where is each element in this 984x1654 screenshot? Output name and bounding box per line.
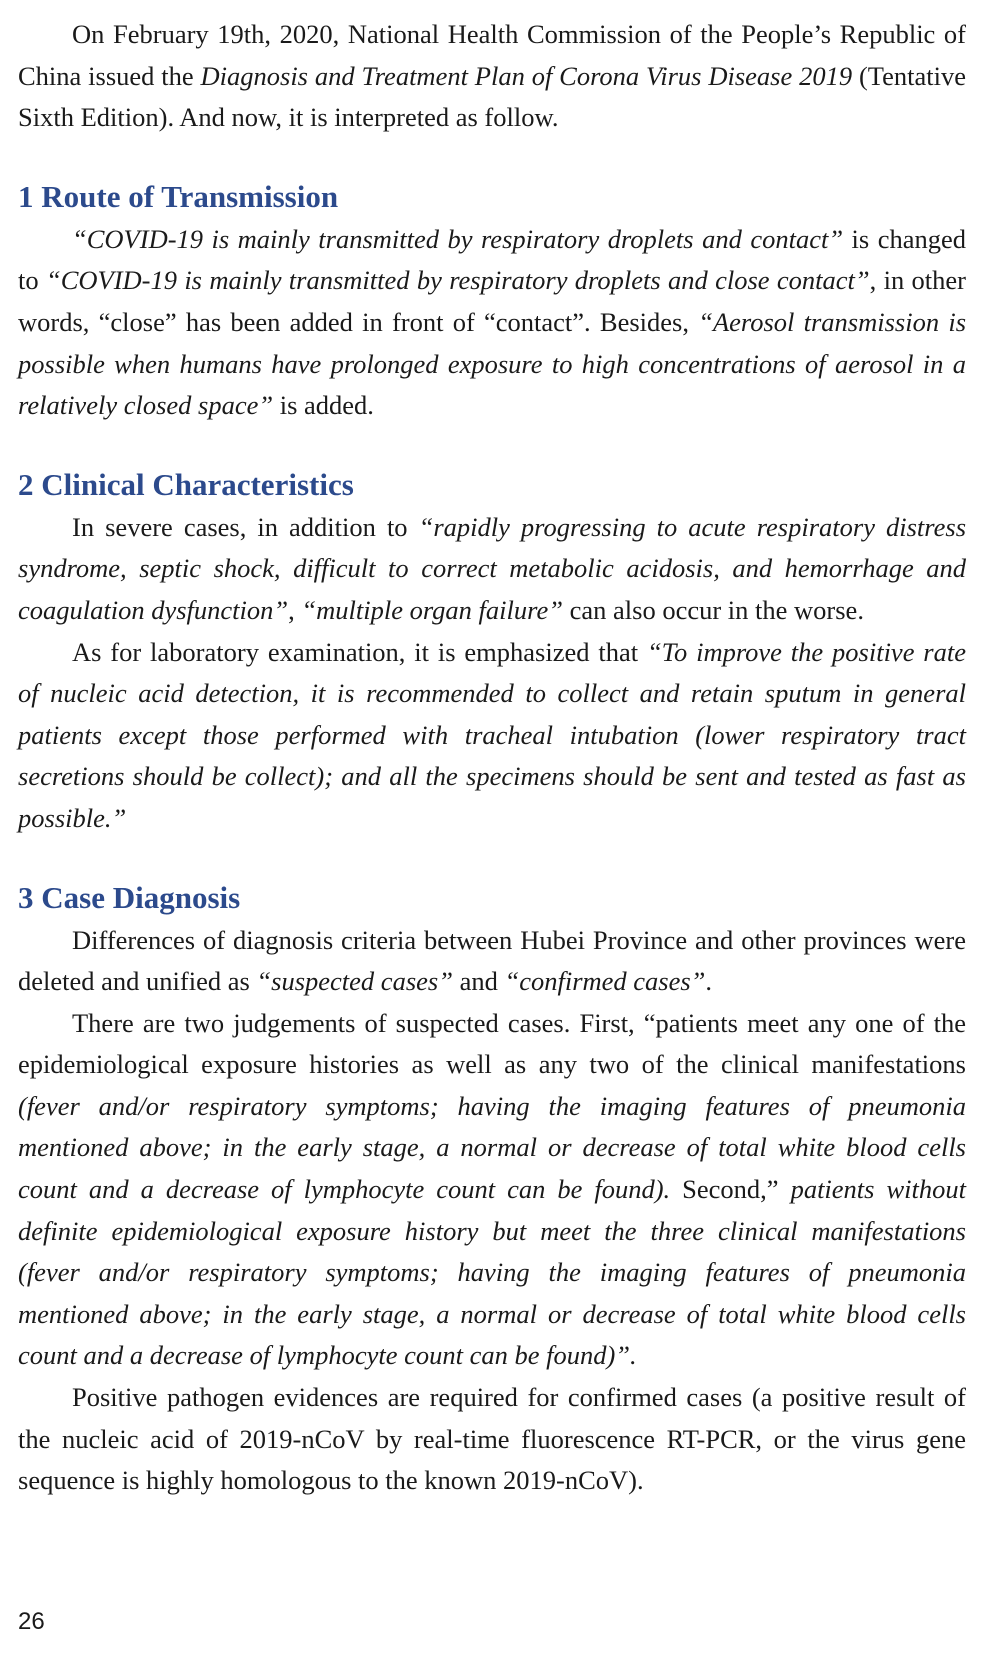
quote-severe-symptoms: “rapidly progressing to acute respiratory distress syndrome, septic shock, difficult to correct metabolic acidosis, and hemorrhage and coagulation dysfunction” [18,511,967,625]
quote-organ-failure: “multiple organ failure” [301,594,563,625]
intro-document-title: Diagnosis and Treatment Plan of Corona Virus Disease 2019 [200,60,853,91]
text: is changed to [18,223,966,296]
text: , in other words, “close” has been added in front of “contact”. Besides, [18,265,966,337]
page-number: 26 [18,1608,45,1635]
suspected-cases-paragraph [18,1003,966,1377]
text: can also occur in the worse. [562,594,864,625]
text: In severe cases, in addition to [72,511,419,542]
text: Second,” [670,1174,791,1205]
section-heading-transmission: 1 Route of Transmission [18,178,339,214]
quote-old-route: “COVID-19 is mainly transmitted by respiratory droplets and contact” [72,223,844,254]
criteria-paragraph [18,920,966,1003]
section-gap [18,139,966,175]
quote-confirmed: “confirmed cases” [504,966,706,997]
document-page [18,14,966,1502]
section-gap [18,427,966,463]
intro-text-2: (Tentative Sixth Edition). And now, it is interpreted as follow. [18,60,966,133]
quote-suspected: “suspected cases” [256,966,453,997]
laboratory-paragraph [18,632,966,840]
text: Positive pathogen evidences are required for confirmed cases (a positive result of the nucleic acid of 2019-nCoV by real-time fluorescence RT-PCR, or the virus gene sequence is highly homologous to the known 2019-nCoV). [18,1382,966,1496]
quote-second-criteria: patients without definite epidemiological exposure history but meet the three clinical manifestations (fever and/or respiratory symptoms; having the imaging features of pneumonia mentioned above; in the early stage, a normal or decrease of total white blood cells count and a decrease of lymphocyte count can be found)”. [18,1174,966,1371]
quote-aerosol: “Aerosol transmission is possible when humans have prolonged exposure to high concentrations of aerosol in a relatively closed space” [18,306,967,421]
quote-nucleic-acid: “To improve the positive rate of nucleic acid detection, it is recommended to collect and retain sputum in general patients except those performed with tracheal intubation (lower respiratory tract secretions should be collect); and all the specimens should be sent and tested as fast as possible.” [18,636,966,833]
section-heading-diagnosis: 3 Case Diagnosis [18,879,241,915]
text: . [705,966,713,997]
severe-cases-paragraph [18,507,966,632]
text: There are two judgements of suspected cases. First, “patients meet any one of the epidemiological exposure histories as well as any two of the clinical manifestations [18,1007,966,1080]
intro-paragraph [18,14,966,139]
confirmed-cases-paragraph [18,1377,966,1502]
text: As for laboratory examination, it is emphasized that [72,636,647,667]
section-heading-clinical: 2 Clinical Characteristics [18,466,354,502]
text: and [452,966,505,997]
quote-new-route: “COVID-19 is mainly transmitted by respiratory droplets and close contact” [45,265,870,296]
intro-text-1: On February 19th, 2020, National Health Commission of the People’s Republic of China issued the [18,19,966,91]
section-gap [18,840,966,876]
text: , [288,594,302,625]
quote-first-criteria: (fever and/or respiratory symptoms; having the imaging features of pneumonia mentioned above; in the early stage, a normal or decrease of total white blood cells count and a decrease of lymphocyte count can be found). [18,1090,966,1205]
text: Differences of diagnosis criteria between Hubei Province and other provinces were deleted and unified as [18,924,966,997]
transmission-paragraph [18,219,966,427]
text: is added. [273,390,374,421]
